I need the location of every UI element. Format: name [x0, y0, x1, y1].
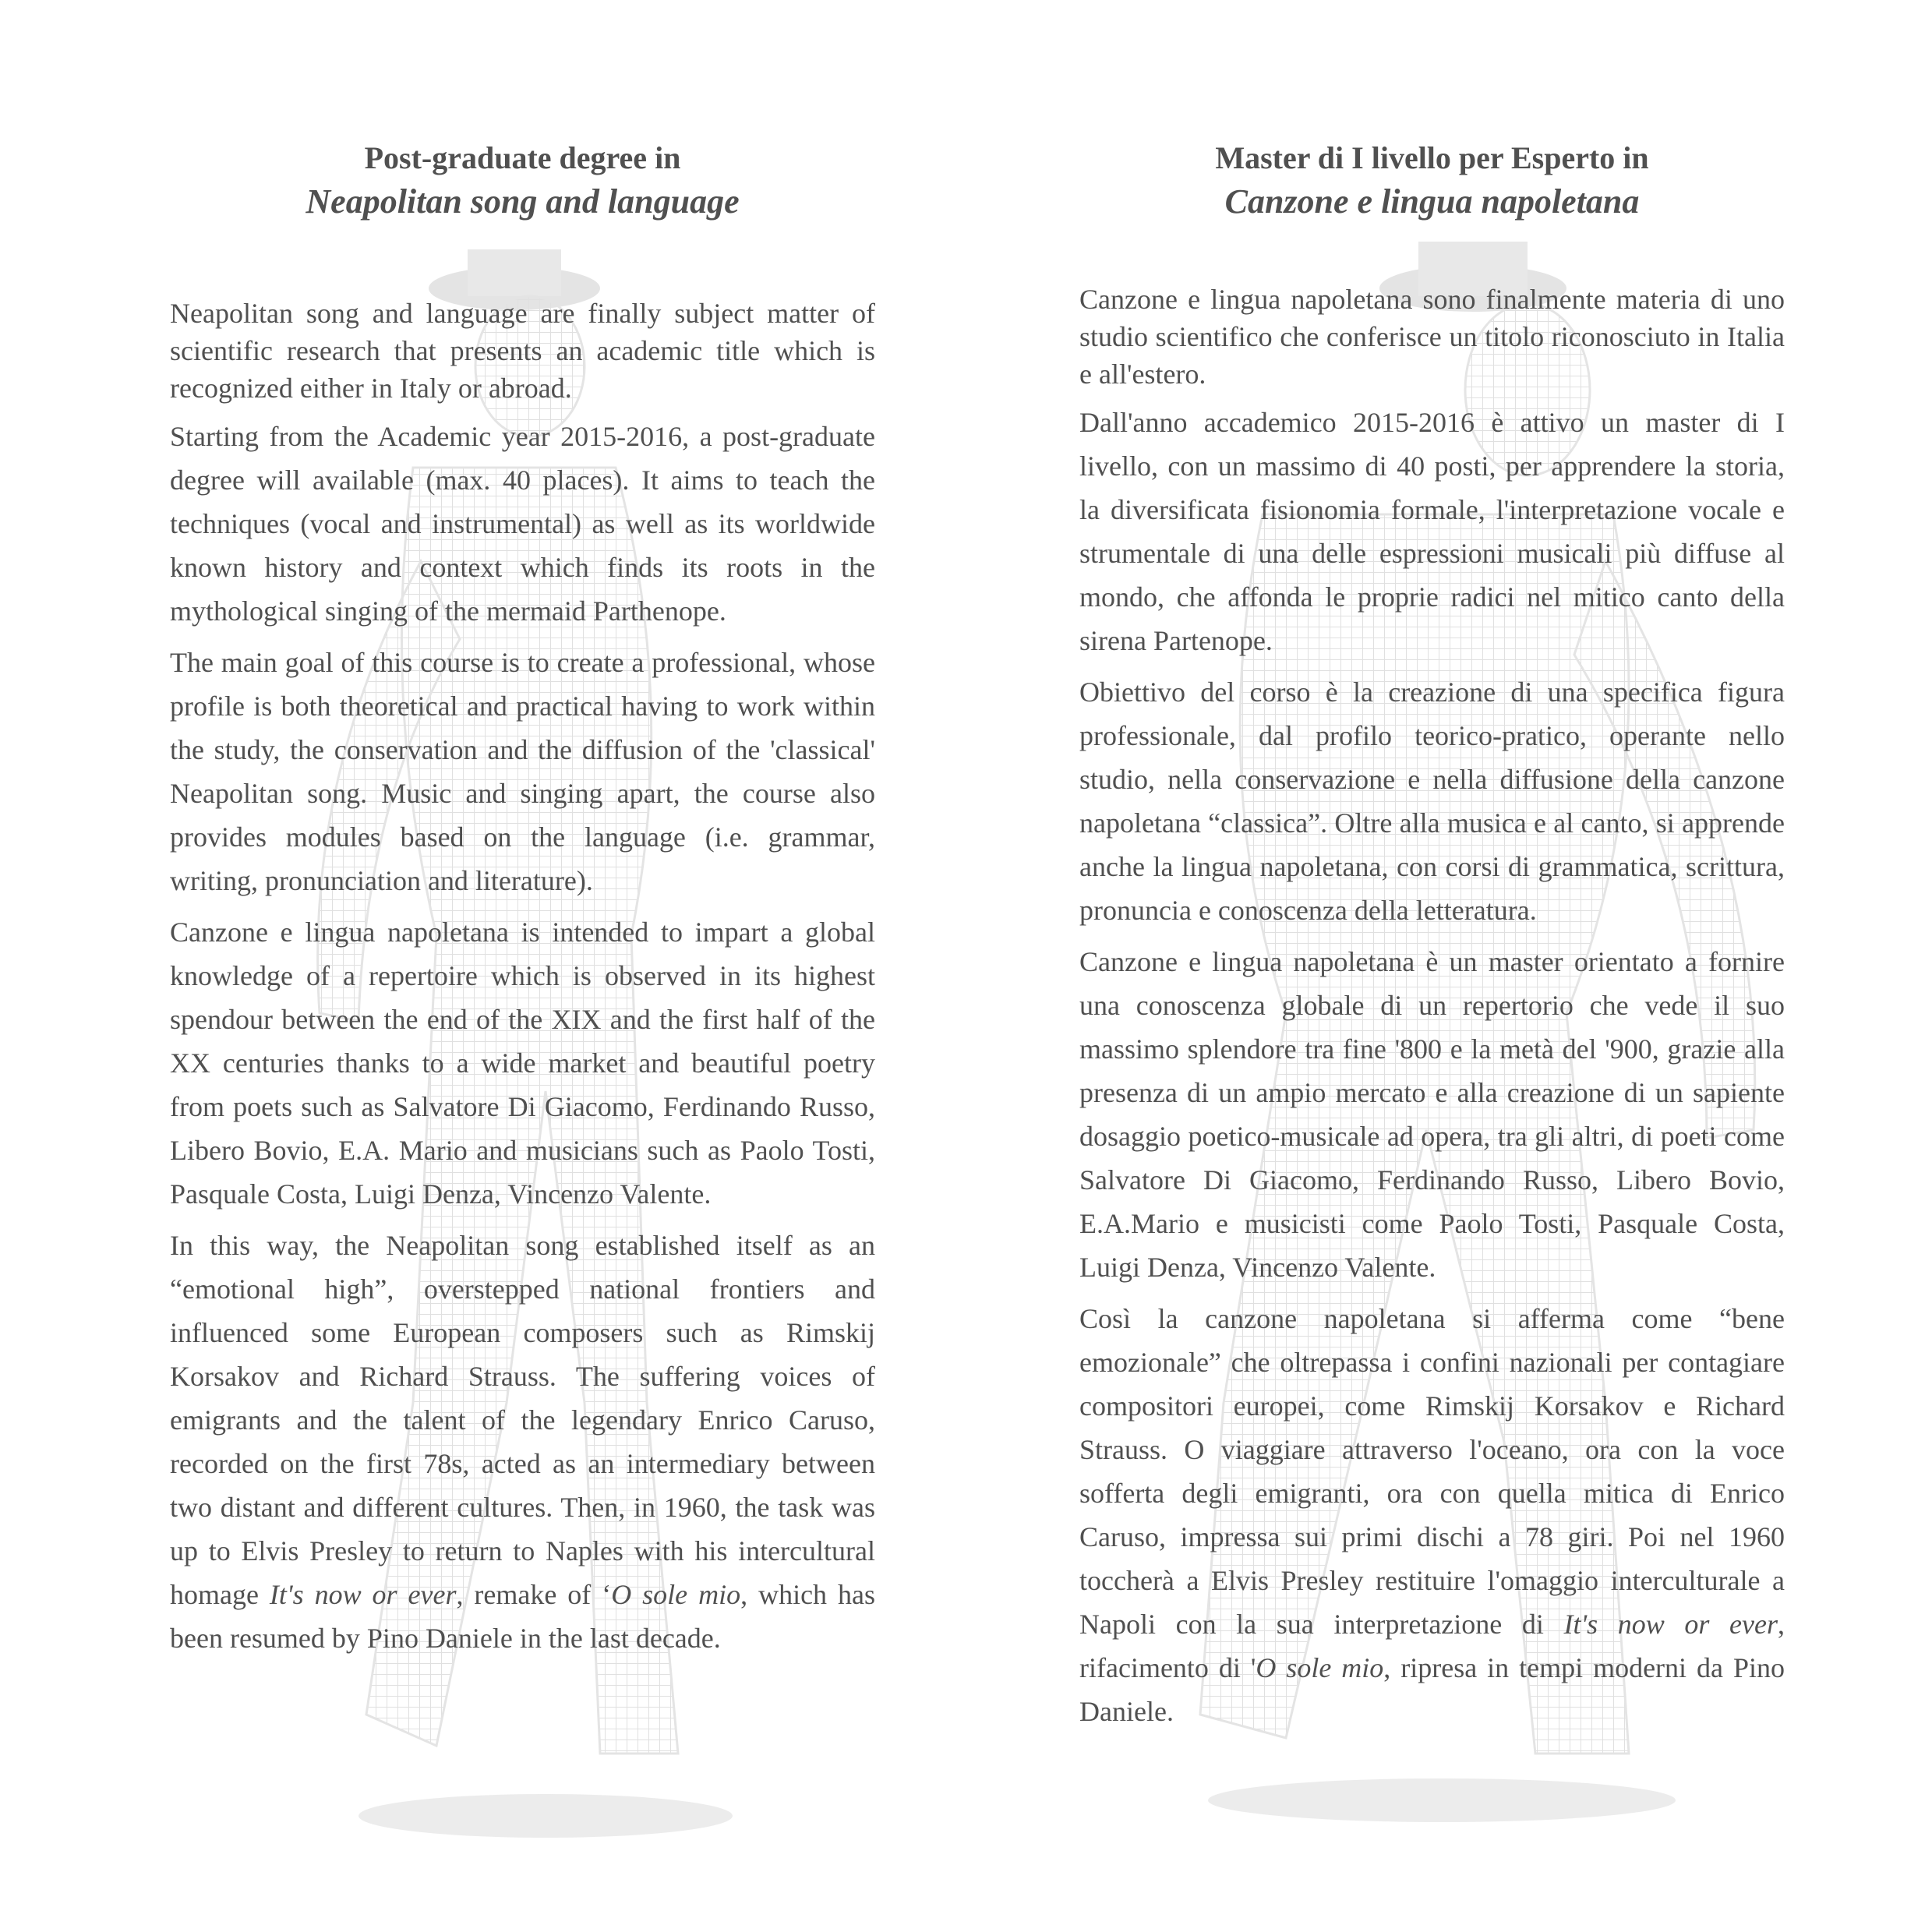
english-title-line2: Neapolitan song and language	[306, 182, 740, 221]
english-paragraph-5-text-b: , remake of ‘	[456, 1579, 612, 1610]
italian-song-title-1: It's now or ever	[1563, 1609, 1778, 1640]
english-paragraph-5-text-c: , which has been resumed by Pino Daniele in the last decade.	[170, 1579, 875, 1654]
italian-paragraph-4: Canzone e lingua napoletana è un master orientato a fornire una conoscenza globale di un repertorio che vede il suo massimo splendore tra fine '800 e la metà del '900, grazie alla presenza di un ampio mercato e alla creazione di un sapiente dosaggio poetico-musicale ad opera, tra gli altri, di poeti come Salvatore Di Giacomo, Ferdinando Russo, Libero Bovio, E.A.Mario e musicisti come Paolo Tosti, Pasquale Costa, Luigi Denza, Vincenzo Valente.	[1079, 946, 1785, 1283]
english-song-title-2: O sole mio	[611, 1579, 741, 1610]
italian-paragraph-2: Dall'anno accademico 2015-2016 è attivo un master di I livello, con un massimo di 40 posti, per apprendere la storia, la diversificata fisionomia formale, l'interpretazione vocale e strumentale di una delle espressioni musicali più diffuse al mondo, che affonda le proprie radici nel mitico canto della sirena Partenope.	[1079, 407, 1785, 656]
english-title	[170, 137, 875, 224]
english-title-line1: Post-graduate degree in	[364, 140, 681, 175]
italian-title-line2: Canzone e lingua napoletana	[1224, 182, 1640, 221]
english-paragraph-3: The main goal of this course is to create a professional, whose profile is both theoretical and practical having to work within the study, the conservation and the diffusion of the 'classical' Neapolitan song. Music and singing apart, the course also provides modules based on the language (i.e. grammar, writing, pronunciation and literature).	[170, 647, 875, 896]
italian-title	[1079, 137, 1785, 224]
italian-body	[1079, 281, 1785, 1733]
italian-paragraph-1: Canzone e lingua napoletana sono finalmente materia di uno studio scientifico che conferisce un titolo riconosciuto in Italia e all'estero.	[1079, 284, 1785, 390]
english-paragraph-5	[170, 1224, 875, 1660]
english-column	[170, 137, 875, 1668]
italian-paragraph-5-text-b: , rifacimento di '	[1079, 1609, 1785, 1683]
italian-paragraph-5	[1079, 1297, 1785, 1733]
italian-song-title-2: O sole mio	[1256, 1652, 1384, 1683]
english-paragraph-5-text-a: In this way, the Neapolitan song established itself as an “emotional high”, overstepped national frontiers and influenced some European composers such as Rimskij Korsakov and Richard Strauss. The suffering voices of emigrants and the talent of the legendary Enrico Caruso, recorded on the first 78s, acted as an intermediary between two distant and different cultures. Then, in 1960, the task was up to Elvis Presley to return to Naples with his intercultural homage	[170, 1230, 875, 1610]
english-paragraph-1: Neapolitan song and language are finally subject matter of scientific research that presents an academic title which is recognized either in Italy or abroad.	[170, 298, 875, 404]
italian-paragraph-5-text-c: , ripresa in tempi moderni da Pino Daniele.	[1079, 1652, 1785, 1727]
english-song-title-1: It's now or ever	[269, 1579, 457, 1610]
english-paragraph-2: Starting from the Academic year 2015-2016, a post-graduate degree will available (max. 40 places). It aims to teach the techniques (vocal and instrumental) as well as its worldwide known history and context which finds its roots in the mythological singing of the mermaid Parthenope.	[170, 421, 875, 627]
italian-title-line1: Master di I livello per Esperto in	[1215, 140, 1649, 175]
english-paragraph-4: Canzone e lingua napoletana is intended to impart a global knowledge of a repertoire which is observed in its highest spendour between the end of the XIX and the first half of the XX centuries thanks to a wide market and beautiful poetry from poets such as Salvatore Di Giacomo, Ferdinando Russo, Libero Bovio, E.A. Mario and musicians such as Paolo Tosti, Pasquale Costa, Luigi Denza, Vincenzo Valente.	[170, 917, 875, 1210]
italian-paragraph-3: Obiettivo del corso è la creazione di una specifica figura professionale, dal profilo teorico-pratico, operante nello studio, nella conservazione e nella diffusione della canzone napoletana “classica”. Oltre alla musica e al canto, si apprende anche la lingua napoletana, con corsi di grammatica, scrittura, pronuncia e conoscenza della letteratura.	[1079, 676, 1785, 926]
italian-paragraph-5-text-a: Così la canzone napoletana si afferma come “bene emozionale” che oltrepassa i confini nazionali per contagiare compositori europei, come Rimskij Korsakov e Richard Strauss. O viaggiare attraverso l'oceano, ora con la voce sofferta degli emigranti, ora con quella mitica di Enrico Caruso, impressa sui primi dischi a 78 giri. Poi nel 1960 toccherà a Elvis Presley restituire l'omaggio interculturale a Napoli con la sua interpretazione di	[1079, 1303, 1785, 1640]
italian-column	[1079, 137, 1785, 1741]
english-body	[170, 295, 875, 1660]
